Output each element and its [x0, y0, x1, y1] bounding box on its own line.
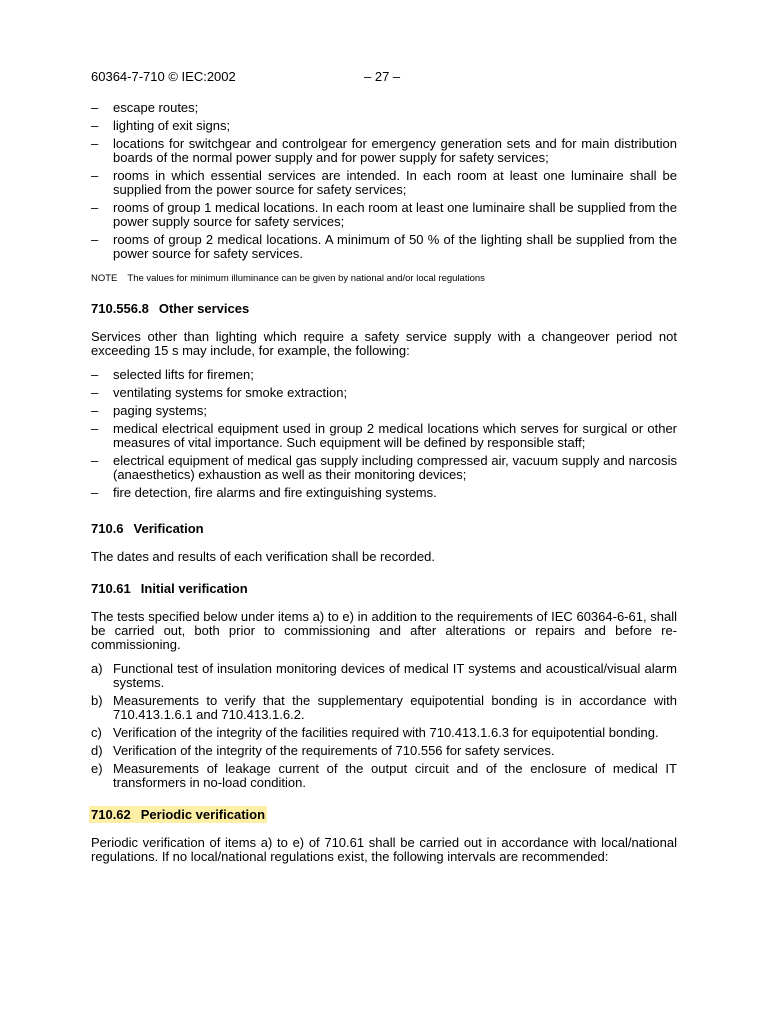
list-item: d) Verification of the integrity of the requirements of 710.556 for safety services. [91, 743, 555, 758]
verification-text: The dates and results of each verification shall be recorded. [91, 549, 435, 564]
list-item: – fire detection, fire alarms and fire extinguishing systems. [91, 485, 437, 500]
list-item: – ventilating systems for smoke extraction; [91, 385, 348, 400]
safety-lighting-list [91, 101, 677, 261]
other-services-list [91, 368, 677, 500]
page-number: – 27 – [364, 69, 401, 84]
list-item: – selected lifts for firemen; [91, 367, 254, 382]
list-item: – rooms in which essential services are intended. In each room at least one luminaire shall be supplied from the power source for safety services; [91, 168, 677, 197]
note-label: NOTE [91, 273, 118, 284]
document-id: 60364-7-710 © IEC:2002 [91, 69, 236, 84]
list-item: c) Verification of the integrity of the facilities required with 710.413.1.6.3 for equipotential bonding. [91, 725, 659, 740]
list-item: – escape routes; [91, 100, 199, 115]
list-item: – rooms of group 1 medical locations. In each room at least one luminaire shall be supplied from the power supply source for safety services; [91, 200, 677, 229]
initial-verification-list [91, 662, 677, 790]
note [91, 273, 677, 284]
list-item: a) Functional test of insulation monitoring devices of medical IT systems and acoustical/visual alarm systems. [91, 661, 677, 690]
list-item: – electrical equipment of medical gas supply including compressed air, vacuum supply and narcosis (anaesthetics) exhaustion as well as their monitoring devices; [91, 453, 677, 482]
section-heading-periodic-verification [91, 808, 677, 822]
section-heading-verification: 710.6 Verification [91, 521, 204, 536]
list-item: b) Measurements to verify that the supplementary equipotential bonding is in accordance with 710.413.1.6.1 and 710.413.1.6.2. [91, 693, 677, 722]
list-item: – medical electrical equipment used in group 2 medical locations which serves for surgical or other measures of vital importance. Such equipment will be defined by responsible staff; [91, 421, 677, 450]
other-services-intro: Services other than lighting which require a safety service supply with a changeover period not exceeding 15 s may include, for example, the following: [91, 329, 677, 358]
section-heading-initial-verification: 710.61 Initial verification [91, 581, 248, 596]
periodic-verification-text: Periodic verification of items a) to e) of 710.61 shall be carried out in accordance with local/national regulations. If no local/national regulations exist, the following intervals are recommended: [91, 835, 677, 864]
page-header [91, 69, 677, 85]
list-item: – rooms of group 2 medical locations. A minimum of 50 % of the lighting shall be supplied from the power source for safety services. [91, 232, 677, 261]
list-item: – paging systems; [91, 403, 207, 418]
section-heading-other-services: 710.556.8 Other services [91, 301, 250, 316]
list-item: – lighting of exit signs; [91, 118, 231, 133]
document-page [91, 69, 677, 874]
note-text: The values for minimum illuminance can be given by national and/or local regulations [127, 273, 485, 284]
list-item: e) Measurements of leakage current of the output circuit and of the enclosure of medical IT transformers in no-load condition. [91, 761, 677, 790]
initial-verification-intro: The tests specified below under items a) to e) in addition to the requirements of IEC 60364-6-61, shall be carried out, both prior to commissioning and after alterations or repairs and before re-commissioning. [91, 609, 677, 652]
list-item: – locations for switchgear and controlgear for emergency generation sets and for main distribution boards of the normal power supply and for power supply for safety services; [91, 136, 677, 165]
highlighted-heading: 710.62 Periodic verification [91, 807, 266, 822]
